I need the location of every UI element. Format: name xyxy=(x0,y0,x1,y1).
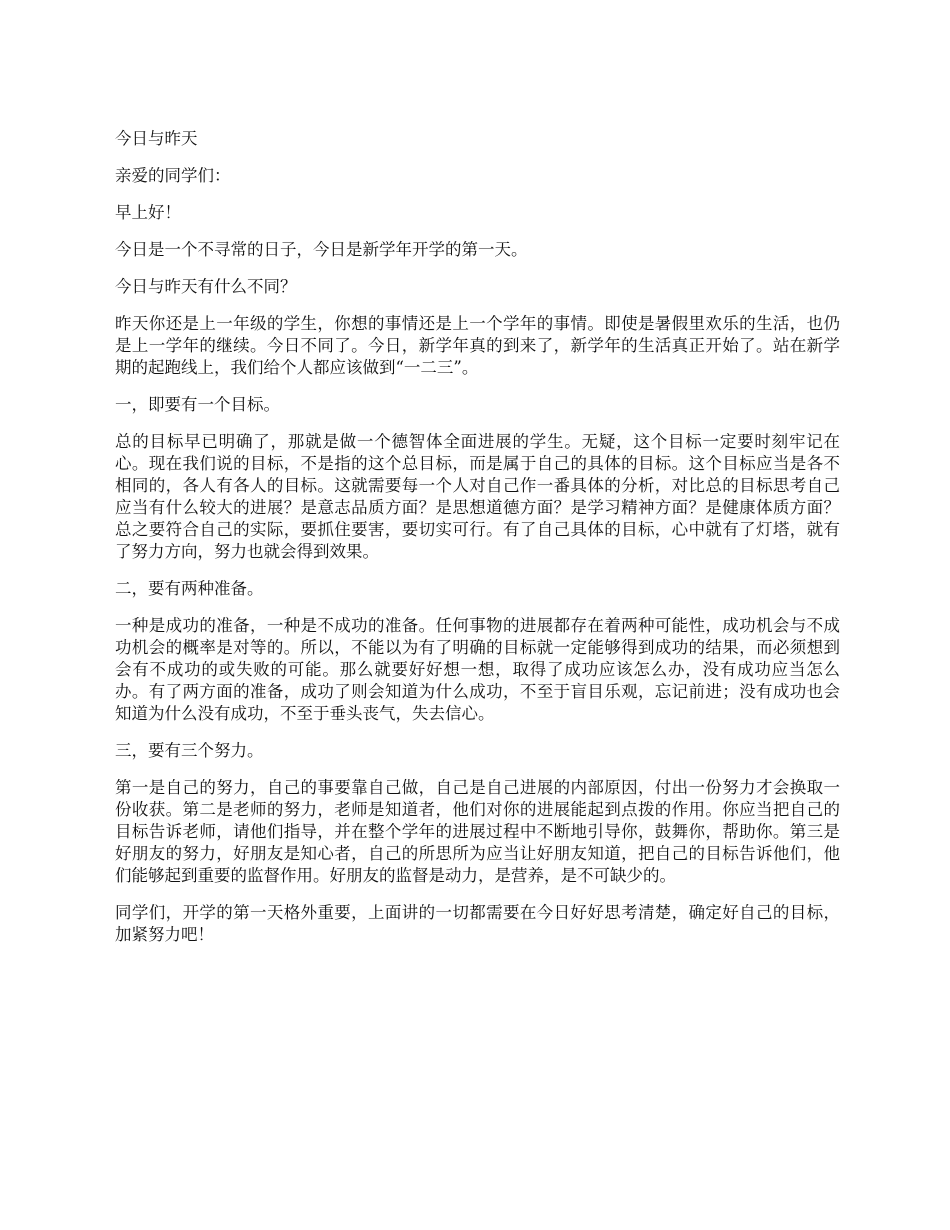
paragraph-intro: 昨天你还是上一年级的学生，你想的事情还是上一个学年的事情。即使是暑假里欢乐的生活，也仍是上一学年的继续。今日不同了。今日，新学年真的到来了，新学年的生活真正开始了。站在新学期的起跑线上，我们给个人都应该做到“一二三”。 xyxy=(115,314,840,377)
greeting: 亲爱的同学们： xyxy=(115,166,231,185)
section-heading-two-preparations: 二，要有两种准备。 xyxy=(115,579,264,598)
paragraph-goal: 总的目标早已明确了，那就是做一个德智体全面进展的学生。无疑，这个目标一定要时刻牢记在心。现在我们说的目标，不是指的这个总目标，而是属于自己的具体的目标。这个目标应当是各不相同的，各人有各人的目标。这就需要每一个人对自己作一番具体的分析，对比总的目标思考自己应当有什么较大的进展？是意志品质方面？是思想道德方面？是学习精神方面？是健康体质方面？总之要符合自己的实际，要抓住要害，要切实可行。有了自己具体的目标，心中就有了灯塔，就有了努力方向，努力也就会得到效果。 xyxy=(115,432,840,561)
paragraph-question: 今日与昨天有什么不同？ xyxy=(115,277,297,296)
paragraph-preparations: 一种是成功的准备，一种是不成功的准备。任何事物的进展都存在着两种可能性，成功机会与不成功机会的概率是对等的。所以，不能以为有了明确的目标就一定能够得到成功的结果，而必须想到会有不成功的或失败的可能。那么就要好好想一想，取得了成功应该怎么办，没有成功应当怎么办。有了两方面的准备，成功了则会知道为什么成功，不至于盲目乐观，忘记前进；没有成功也会知道为什么没有成功，不至于垂头丧气，失去信心。 xyxy=(115,616,840,723)
section-heading-one-goal: 一，即要有一个目标。 xyxy=(115,395,280,414)
morning-greeting: 早上好！ xyxy=(115,203,181,222)
section-heading-three-efforts: 三，要有三个努力。 xyxy=(115,741,264,760)
document-title: 今日与昨天 xyxy=(115,129,198,148)
paragraph-closing: 同学们，开学的第一天格外重要，上面讲的一切都需要在今日好好思考清楚，确定好自己的目标，加紧努力吧！ xyxy=(115,903,840,944)
document-page xyxy=(115,128,840,961)
paragraph-opening: 今日是一个不寻常的日子，今日是新学年开学的第一天。 xyxy=(115,240,528,259)
paragraph-efforts: 第一是自己的努力，自己的事要靠自己做，自己是自己进展的内部原因，付出一份努力才会换取一份收获。第二是老师的努力，老师是知道者，他们对你的进展能起到点拨的作用。你应当把自己的目标告诉老师，请他们指导，并在整个学年的进展过程中不断地引导你，鼓舞你，帮助你。第三是好朋友的努力，好朋友是知心者，自己的所思所为应当让好朋友知道，把自己的目标告诉他们，他们能够起到重要的监督作用。好朋友的监督是动力，是营养，是不可缺少的。 xyxy=(115,778,840,885)
